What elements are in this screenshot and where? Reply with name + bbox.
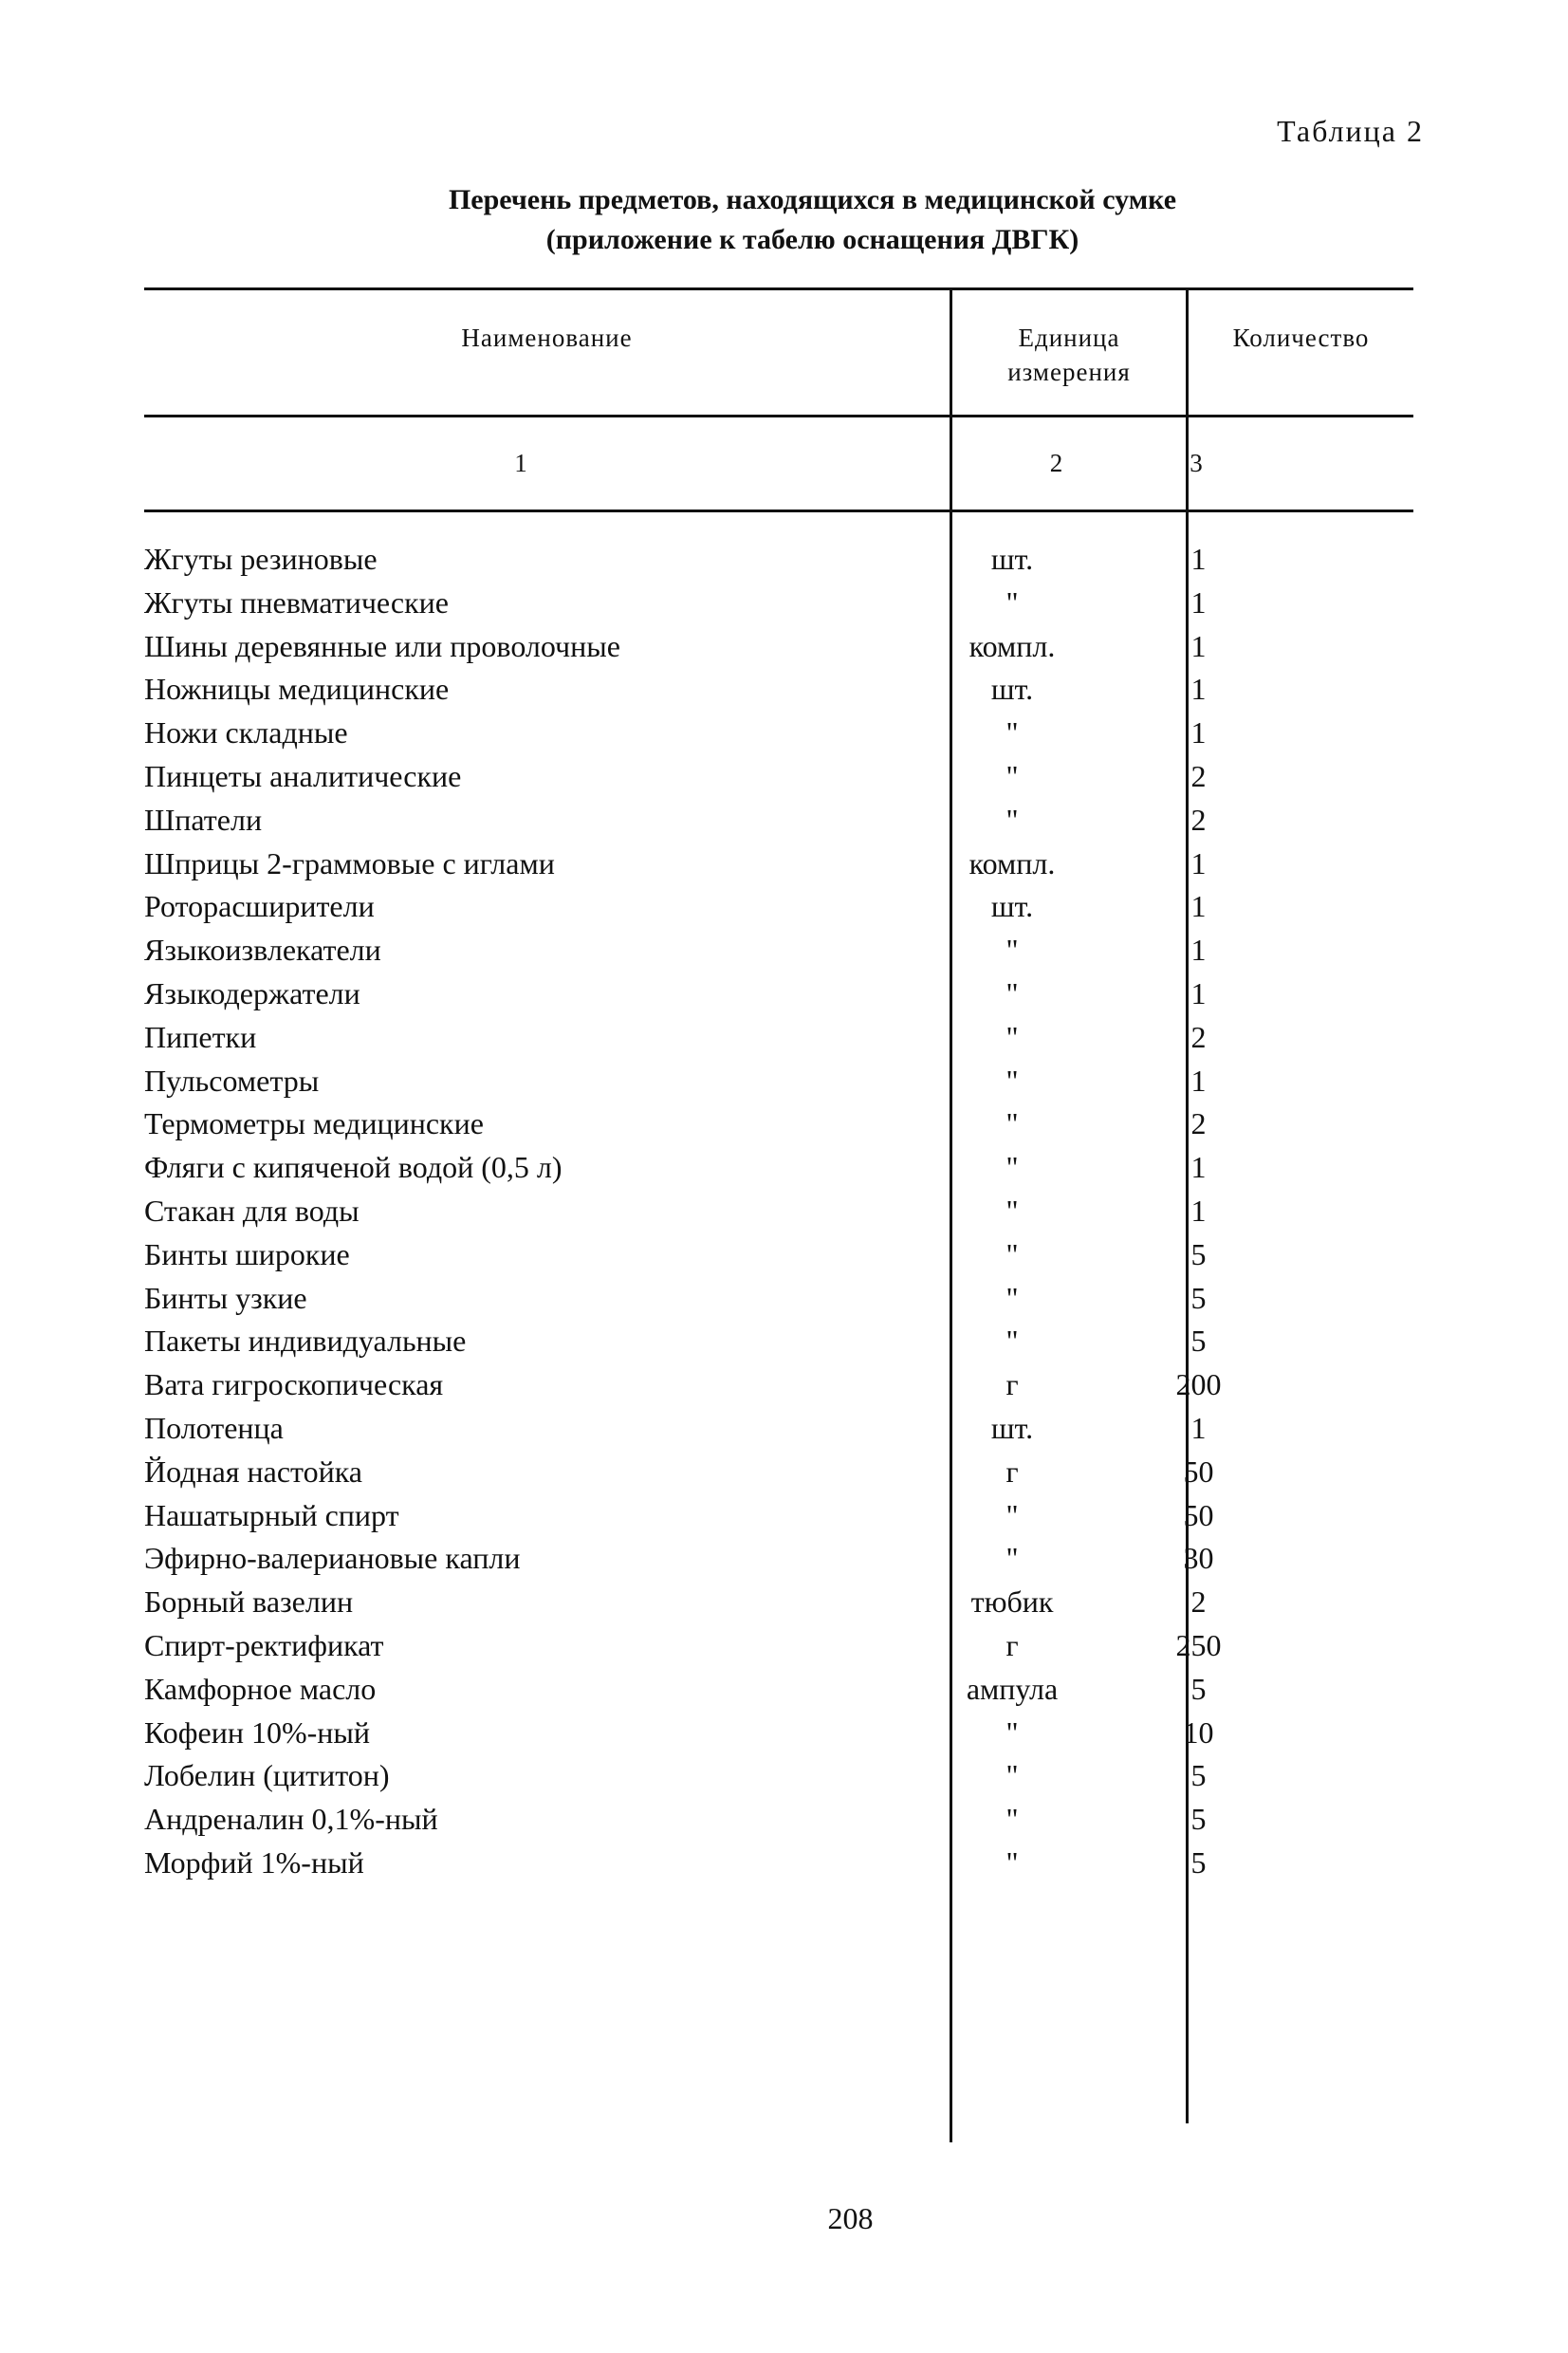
table-row: [0, 1320, 1568, 1363]
item-unit: ": [1005, 1236, 1019, 1271]
table-row: [0, 712, 1568, 755]
item-unit: ": [1005, 1193, 1019, 1228]
item-unit: ": [1005, 715, 1019, 750]
header-unit-line-1: Единица: [1018, 324, 1120, 352]
item-name: Борный вазелин: [144, 1584, 354, 1620]
item-name: Пульсометры: [144, 1063, 320, 1098]
item-quantity: 5: [1190, 1758, 1207, 1793]
item-quantity: 1: [1190, 542, 1207, 576]
table-row: [0, 885, 1568, 929]
table-row: [0, 538, 1568, 582]
table-row: [0, 1190, 1568, 1233]
item-unit: ": [1005, 584, 1019, 620]
item-quantity: 2: [1190, 758, 1207, 793]
table-row: [0, 1537, 1568, 1581]
table-row: [0, 1754, 1568, 1798]
item-unit: тюбик: [970, 1584, 1054, 1620]
item-name: Лобелин (цититон): [144, 1758, 390, 1793]
item-quantity: 5: [1190, 1671, 1207, 1706]
item-quantity: 1: [1190, 1193, 1207, 1228]
table-row: [0, 929, 1568, 973]
table-row: [0, 843, 1568, 886]
item-unit: ": [1005, 802, 1019, 837]
item-name: Пипетки: [144, 1019, 257, 1054]
table-row: [0, 1363, 1568, 1407]
item-unit: г: [1005, 1454, 1019, 1489]
item-name: Стакан для воды: [144, 1193, 360, 1228]
item-quantity: 1: [1190, 672, 1207, 707]
item-unit: ": [1005, 1802, 1019, 1837]
item-quantity: 1: [1190, 1410, 1207, 1445]
item-quantity: 1: [1190, 628, 1207, 663]
item-unit: компл.: [968, 628, 1056, 663]
item-quantity: 1: [1190, 975, 1207, 1010]
item-name: Пакеты индивидуальные: [144, 1324, 467, 1359]
item-name: Полотенца: [144, 1410, 284, 1445]
header-unit: [952, 321, 1186, 389]
item-name: Пинцеты аналитические: [144, 758, 462, 793]
table-row: [0, 1233, 1568, 1277]
item-unit: г: [1005, 1367, 1019, 1402]
item-quantity: 5: [1190, 1802, 1207, 1837]
table-rule-top: [144, 287, 1413, 290]
item-name: Жгуты пневматические: [144, 584, 449, 620]
item-name: Термометры медицинские: [144, 1106, 484, 1141]
table-row: [0, 1277, 1568, 1321]
table-rule-header: [144, 415, 1413, 417]
item-name: Шприцы 2-граммовые с иглами: [144, 845, 555, 880]
item-name: Вата гигроскопическая: [144, 1367, 444, 1402]
item-quantity: 1: [1190, 1063, 1207, 1098]
item-unit: шт.: [990, 672, 1034, 707]
item-unit: ": [1005, 933, 1019, 968]
table-row: [0, 1407, 1568, 1451]
table-row: [0, 1102, 1568, 1146]
item-quantity: 1: [1190, 845, 1207, 880]
item-name: Ножи складные: [144, 715, 348, 750]
table-row: [0, 799, 1568, 843]
item-name: Камфорное масло: [144, 1671, 377, 1706]
item-name: Эфирно-валериановые капли: [144, 1541, 521, 1576]
item-quantity: 1: [1190, 889, 1207, 924]
item-unit: ": [1005, 1280, 1019, 1315]
item-unit: шт.: [990, 542, 1034, 576]
item-quantity: 2: [1190, 1106, 1207, 1141]
column-number-2: 2: [1049, 449, 1064, 477]
item-name: Шпатели: [144, 802, 263, 837]
item-name: Нашатырный спирт: [144, 1497, 399, 1532]
item-name: Ножницы медицинские: [144, 672, 450, 707]
item-quantity: 1: [1190, 1150, 1207, 1185]
item-quantity: 200: [1175, 1367, 1222, 1402]
item-unit: ": [1005, 1714, 1019, 1750]
item-quantity: 5: [1190, 1324, 1207, 1359]
table-row: [0, 1624, 1568, 1668]
item-name: Йодная настойка: [144, 1454, 362, 1489]
item-name: Фляги с кипяченой водой (0,5 л): [144, 1150, 563, 1185]
table-row: [0, 1060, 1568, 1103]
item-unit: ": [1005, 1106, 1019, 1141]
item-unit: шт.: [990, 889, 1034, 924]
table-rule-numbers: [144, 510, 1413, 512]
item-quantity: 10: [1183, 1714, 1214, 1750]
item-name: Кофеин 10%-ный: [144, 1714, 370, 1750]
item-unit: компл.: [968, 845, 1056, 880]
item-unit: ": [1005, 1497, 1019, 1532]
item-quantity: 1: [1190, 933, 1207, 968]
item-name: Шины деревянные или проволочные: [144, 628, 620, 663]
table-body: [0, 538, 1568, 1885]
table-row: [0, 1146, 1568, 1190]
item-name: Роторасширители: [144, 889, 375, 924]
item-quantity: 1: [1190, 715, 1207, 750]
header-unit-line-2: измерения: [1007, 358, 1131, 386]
item-quantity: 30: [1183, 1541, 1214, 1576]
item-unit: ": [1005, 1758, 1019, 1793]
header-name: Наименование: [461, 324, 633, 352]
item-name: Бинты широкие: [144, 1236, 350, 1271]
title-line-1: Перечень предметов, находящихся в медицинской сумке: [448, 184, 1177, 215]
title-line-2: (приложение к табелю оснащения ДВГК): [545, 224, 1079, 255]
item-unit: ": [1005, 1063, 1019, 1098]
item-unit: г: [1005, 1627, 1019, 1662]
table-row: [0, 1016, 1568, 1060]
item-unit: ": [1005, 975, 1019, 1010]
item-unit: ампула: [966, 1671, 1059, 1706]
item-quantity: 2: [1190, 1584, 1207, 1620]
item-unit: ": [1005, 1844, 1019, 1880]
item-name: Бинты узкие: [144, 1280, 307, 1315]
item-name: Жгуты резиновые: [144, 542, 378, 576]
item-unit: ": [1005, 758, 1019, 793]
table-row: [0, 1712, 1568, 1755]
table-row: [0, 668, 1568, 712]
item-name: Языкодержатели: [144, 975, 360, 1010]
table-row: [0, 1581, 1568, 1624]
table-row: [0, 1494, 1568, 1538]
item-unit: ": [1005, 1324, 1019, 1359]
item-unit: ": [1005, 1541, 1019, 1576]
column-number-1: 1: [514, 449, 528, 477]
item-quantity: 50: [1183, 1497, 1214, 1532]
table-label: Таблица 2: [1277, 114, 1424, 148]
item-quantity: 1: [1190, 584, 1207, 620]
item-quantity: 250: [1175, 1627, 1222, 1662]
table-row: [0, 1842, 1568, 1885]
table-row: [0, 582, 1568, 625]
item-unit: шт.: [990, 1410, 1034, 1445]
item-name: Андреналин 0,1%-ный: [144, 1802, 438, 1837]
column-number-3: 3: [1190, 449, 1204, 477]
table-row: [0, 1798, 1568, 1842]
item-unit: ": [1005, 1150, 1019, 1185]
item-unit: ": [1005, 1019, 1019, 1054]
table-row: [0, 755, 1568, 799]
item-quantity: 2: [1190, 802, 1207, 837]
item-name: Спирт-ректификат: [144, 1627, 384, 1662]
item-name: Языкоизвлекатели: [144, 933, 381, 968]
item-quantity: 5: [1190, 1236, 1207, 1271]
table-row: [0, 973, 1568, 1016]
item-quantity: 5: [1190, 1280, 1207, 1315]
item-name: Морфий 1%-ный: [144, 1844, 364, 1880]
header-quantity: Количество: [1232, 324, 1370, 352]
table-row: [0, 1668, 1568, 1712]
item-quantity: 5: [1190, 1844, 1207, 1880]
item-quantity: 50: [1183, 1454, 1214, 1489]
table-row: [0, 1451, 1568, 1494]
table-row: [0, 625, 1568, 669]
item-quantity: 2: [1190, 1019, 1207, 1054]
page-number: 208: [827, 2201, 874, 2235]
table-title: [0, 180, 1568, 260]
